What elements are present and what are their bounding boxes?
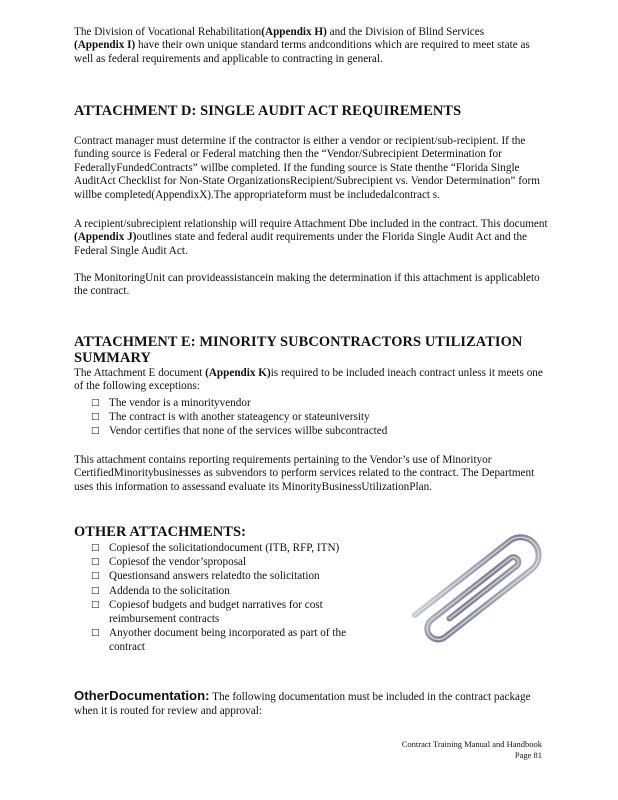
attachment-d-heading: ATTACHMENT D: SINGLE AUDIT ACT REQUIREMENTS [74, 103, 462, 119]
list-item [91, 424, 531, 438]
list-item [91, 569, 366, 583]
bullet-box-icon: □ [91, 571, 100, 582]
bullet-box-icon: □ [91, 557, 100, 568]
other-documentation-label: OtherDocumentation: [74, 688, 210, 703]
list-item [91, 584, 366, 598]
list-item [91, 626, 366, 654]
bullet-box-icon: □ [91, 412, 100, 423]
bullet-box-icon: □ [91, 599, 100, 610]
list-item-text: Addenda to the solicitation [109, 584, 230, 597]
list-item-text: Questionsand answers relatedto the solicitation [109, 570, 320, 583]
appendix-j-ref: (Appendix J) [74, 231, 137, 244]
other-documentation-text: The following documentation must be included in the contract package when it is routed for review and approval: [74, 691, 531, 717]
list-item [91, 555, 366, 569]
appendix-h-ref: (Appendix H) [261, 26, 327, 38]
list-item-text: Copiesof budgets and budget narratives for cost reimbursement contracts [109, 598, 323, 626]
attachment-d-p2-text-b: outlines state and federal audit requirements under the Florida Single Audit Act and the Federal Single Audit Act. [74, 231, 528, 257]
list-item-text: Vendor certifies that none of the services willbe subcontracted [109, 425, 388, 438]
attachment-e-p1-text-a: The Attachment E document [74, 367, 206, 379]
intro-paragraph [74, 26, 550, 66]
attachment-d-paragraph-3: The MonitoringUnit can provideassistancein making the determination if this attachment is applicableto the contract. [74, 272, 540, 298]
list-item-text: Copiesof the vendor’sproposal [109, 556, 247, 569]
list-item [91, 410, 531, 424]
list-item [91, 396, 531, 410]
bullet-box-icon: □ [91, 426, 100, 437]
list-item [91, 598, 366, 626]
other-attachments-list [91, 541, 366, 655]
footer-manual-title: Contract Training Manual and Handbook [401, 739, 542, 749]
appendix-k-ref: (Appendix K) [205, 367, 271, 379]
intro-text-b: and the Division of Blind Services [326, 26, 485, 38]
attachment-e-p1-text-b: is required to be included ineach contract unless it meets one of the following exceptions: [74, 367, 543, 393]
intro-text-a: The Division of Vocational Rehabilitation [74, 26, 262, 38]
bullet-box-icon: □ [91, 398, 100, 408]
other-documentation-paragraph [74, 689, 550, 718]
attachment-e-paragraph-1 [74, 367, 550, 394]
other-attachments-heading: OTHER ATTACHMENTS: [74, 524, 246, 540]
list-item-text: The vendor is a minorityvendor [109, 397, 251, 409]
intro-text-c: have their own unique standard terms andconditions which are required to meet state as well as federal requirements and applicable to contracting in general. [74, 39, 530, 65]
page-number: Page 81 [514, 750, 542, 760]
list-item-text: The contract is with another stateagency or stateuniversity [109, 411, 370, 424]
paperclip-icon [385, 515, 560, 675]
list-item-text: Anyother document being incorporated as part of the contract [109, 627, 347, 654]
attachment-e-paragraph-2: This attachment contains reporting requirements pertaining to the Vendor’s use of Minorityor CertifiedMinoritybusinesses as subvendors to perform services related to the contract. The Department uses this information to assessand evaluate its MinorityBusinessUtilizationPlan. [74, 454, 535, 493]
attachment-d-paragraph-1: Contract manager must determine if the contractor is either a vendor or recipient/sub-recipient. If the funding source is Federal or Federal matching then the “Vendor/Subrecipient Determination for FederallyFundedContracts” willbe completed. If the funding source is State thenthe “Florida Single AuditAct Checklist for Non-State OrganizationsRecipient/Subrecipient vs. Vendor Determination” form willbe completed(AppendixX).The appropriateform must be includedalcontract s. [74, 135, 540, 201]
exceptions-list [91, 396, 531, 439]
bullet-box-icon: □ [91, 585, 100, 596]
attachment-d-paragraph-2 [74, 218, 550, 258]
list-item-text: Copiesof the solicitationdocument (ITB, RFP, ITN) [109, 542, 340, 554]
attachment-e-heading: ATTACHMENT E: MINORITY SUBCONTRACTORS UTILIZATION SUMMARY [74, 334, 523, 366]
bullet-box-icon: □ [91, 543, 100, 553]
bullet-box-icon: □ [91, 628, 100, 639]
appendix-i-ref: (Appendix I) [74, 39, 136, 52]
page-footer [282, 739, 542, 761]
attachment-d-p2-text-a: A recipient/subrecipient relationship will require Attachment Dbe included in the contract. This document [74, 218, 548, 230]
list-item [91, 541, 366, 555]
